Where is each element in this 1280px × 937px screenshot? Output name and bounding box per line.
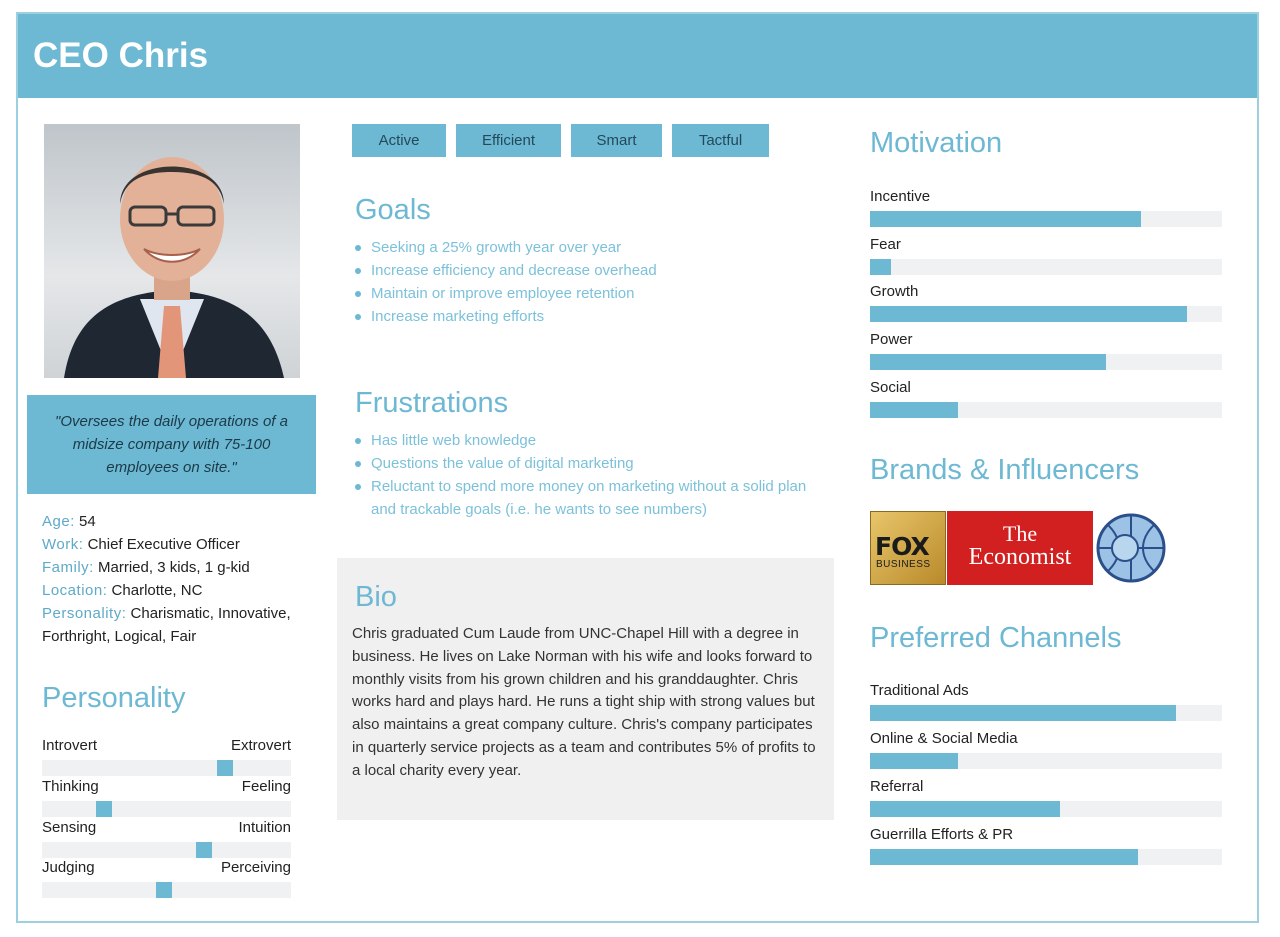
bar-track — [870, 705, 1222, 721]
fact-label: Age: — [42, 513, 75, 530]
bar-fill — [870, 306, 1187, 322]
bar-fill — [870, 211, 1141, 227]
fox-logo-subtext: BUSINESS — [876, 559, 931, 570]
personality-scale — [42, 819, 291, 839]
fact-work — [42, 533, 310, 556]
bar-label: Social — [870, 379, 911, 396]
scale-track — [42, 801, 291, 817]
list-item: Increase marketing efforts — [355, 305, 815, 328]
fact-label: Family: — [42, 559, 94, 576]
fact-label: Personality: — [42, 605, 127, 622]
motivation-bar — [870, 331, 1222, 351]
channel-bar — [870, 778, 1222, 798]
goals-title: Goals — [355, 194, 431, 226]
personality-title: Personality — [42, 682, 186, 714]
motivation-title: Motivation — [870, 127, 1003, 159]
list-item: Maintain or improve employee retention — [355, 282, 815, 305]
bar-track — [870, 306, 1222, 322]
scale-right-label: Extrovert — [230, 737, 291, 754]
persona-header — [18, 14, 1257, 98]
trait-tag: Tactful — [672, 124, 769, 157]
scale-right-label: Feeling — [241, 778, 291, 795]
scale-left-label: Sensing — [42, 819, 97, 836]
fact-family — [42, 556, 310, 579]
scale-left-label: Introvert — [42, 737, 98, 754]
bar-track — [870, 402, 1222, 418]
persona-facts — [42, 510, 310, 648]
bar-label: Incentive — [870, 188, 931, 205]
list-item: Has little web knowledge — [355, 429, 815, 452]
trait-tag: Active — [352, 124, 446, 157]
bar-track — [870, 211, 1222, 227]
trait-tag: Efficient — [456, 124, 561, 157]
channel-bar — [870, 730, 1222, 750]
bar-label: Power — [870, 331, 913, 348]
frustrations-list — [355, 429, 815, 521]
channels-title: Preferred Channels — [870, 622, 1122, 654]
fact-label: Location: — [42, 582, 108, 599]
brand-logos — [870, 511, 1167, 585]
frustrations-title: Frustrations — [355, 387, 509, 419]
personality-scale — [42, 859, 291, 879]
trait-tags — [352, 124, 769, 157]
scale-track — [42, 882, 291, 898]
bar-label: Referral — [870, 778, 924, 795]
bar-fill — [870, 849, 1138, 865]
profile-photo — [44, 124, 300, 378]
motivation-bar — [870, 283, 1222, 303]
scale-marker — [217, 760, 233, 776]
fact-value: Married, 3 kids, 1 g-kid — [93, 559, 250, 576]
fox-logo-text: FOX — [875, 532, 929, 561]
bar-fill — [870, 705, 1176, 721]
bar-fill — [870, 801, 1060, 817]
channel-bar — [870, 682, 1222, 702]
fact-value: Charismatic, Innovative, Forthright, Logical, Fair — [42, 605, 291, 645]
bio-title: Bio — [355, 581, 397, 613]
fact-age — [42, 510, 310, 533]
bar-fill — [870, 753, 958, 769]
economist-logo — [947, 511, 1093, 585]
bar-label: Traditional Ads — [870, 682, 969, 699]
scale-marker — [196, 842, 212, 858]
bar-track — [870, 753, 1222, 769]
bar-label: Growth — [870, 283, 919, 300]
bar-track — [870, 849, 1222, 865]
fact-value: Charlotte, NC — [107, 582, 203, 599]
bar-label: Fear — [870, 236, 901, 253]
trait-tag: Smart — [571, 124, 662, 157]
motivation-bar — [870, 379, 1222, 399]
scale-left-label: Judging — [42, 859, 95, 876]
list-item: Seeking a 25% growth year over year — [355, 236, 815, 259]
scale-track — [42, 760, 291, 776]
persona-title: CEO Chris — [33, 36, 209, 75]
motivation-bar — [870, 236, 1222, 256]
persona-quote: "Oversees the daily operations of a midsize company with 75-100 employees on site." — [27, 395, 316, 494]
scale-right-label: Intuition — [238, 819, 291, 836]
bio-text: Chris graduated Cum Laude from UNC-Chapel Hill with a degree in business. He lives on Lake Norman with his wife and looks forward to monthly visits from his grown children and his granddaughter. Chris works hard and plays hard. He runs a tight ship with strong values but also maintains a great company culture. Chris's company participates in quarterly service projects as a team and contributes 5% of profits to a local charity every year. — [352, 625, 816, 779]
fact-personality — [42, 602, 310, 648]
list-item: Reluctant to spend more money on marketing without a solid plan and trackable goals (i.e. he wants to see numbers) — [355, 475, 815, 521]
unc-basketball-logo — [1095, 511, 1167, 585]
list-item: Increase efficiency and decrease overhead — [355, 259, 815, 282]
fact-location — [42, 579, 310, 602]
bar-track — [870, 259, 1222, 275]
fact-value: 54 — [74, 513, 96, 530]
motivation-bar — [870, 188, 1222, 208]
scale-marker — [156, 882, 172, 898]
goals-list — [355, 236, 815, 328]
bar-track — [870, 801, 1222, 817]
personality-scale — [42, 778, 291, 798]
bar-label: Online & Social Media — [870, 730, 1018, 747]
bar-label: Guerrilla Efforts & PR — [870, 826, 1014, 843]
brands-title: Brands & Influencers — [870, 454, 1140, 486]
fox-business-logo — [870, 511, 946, 585]
bar-fill — [870, 354, 1106, 370]
list-item: Questions the value of digital marketing — [355, 452, 815, 475]
bar-track — [870, 354, 1222, 370]
fact-value: Chief Executive Officer — [83, 536, 240, 553]
bar-fill — [870, 259, 891, 275]
economist-logo-line1: The — [1002, 521, 1038, 546]
fact-label: Work: — [42, 536, 84, 553]
scale-track — [42, 842, 291, 858]
bar-fill — [870, 402, 958, 418]
scale-marker — [96, 801, 112, 817]
scale-right-label: Perceiving — [220, 859, 291, 876]
channel-bar — [870, 826, 1222, 846]
scale-left-label: Thinking — [42, 778, 99, 795]
economist-logo-line2: Economist — [968, 544, 1072, 570]
personality-scale — [42, 737, 291, 757]
